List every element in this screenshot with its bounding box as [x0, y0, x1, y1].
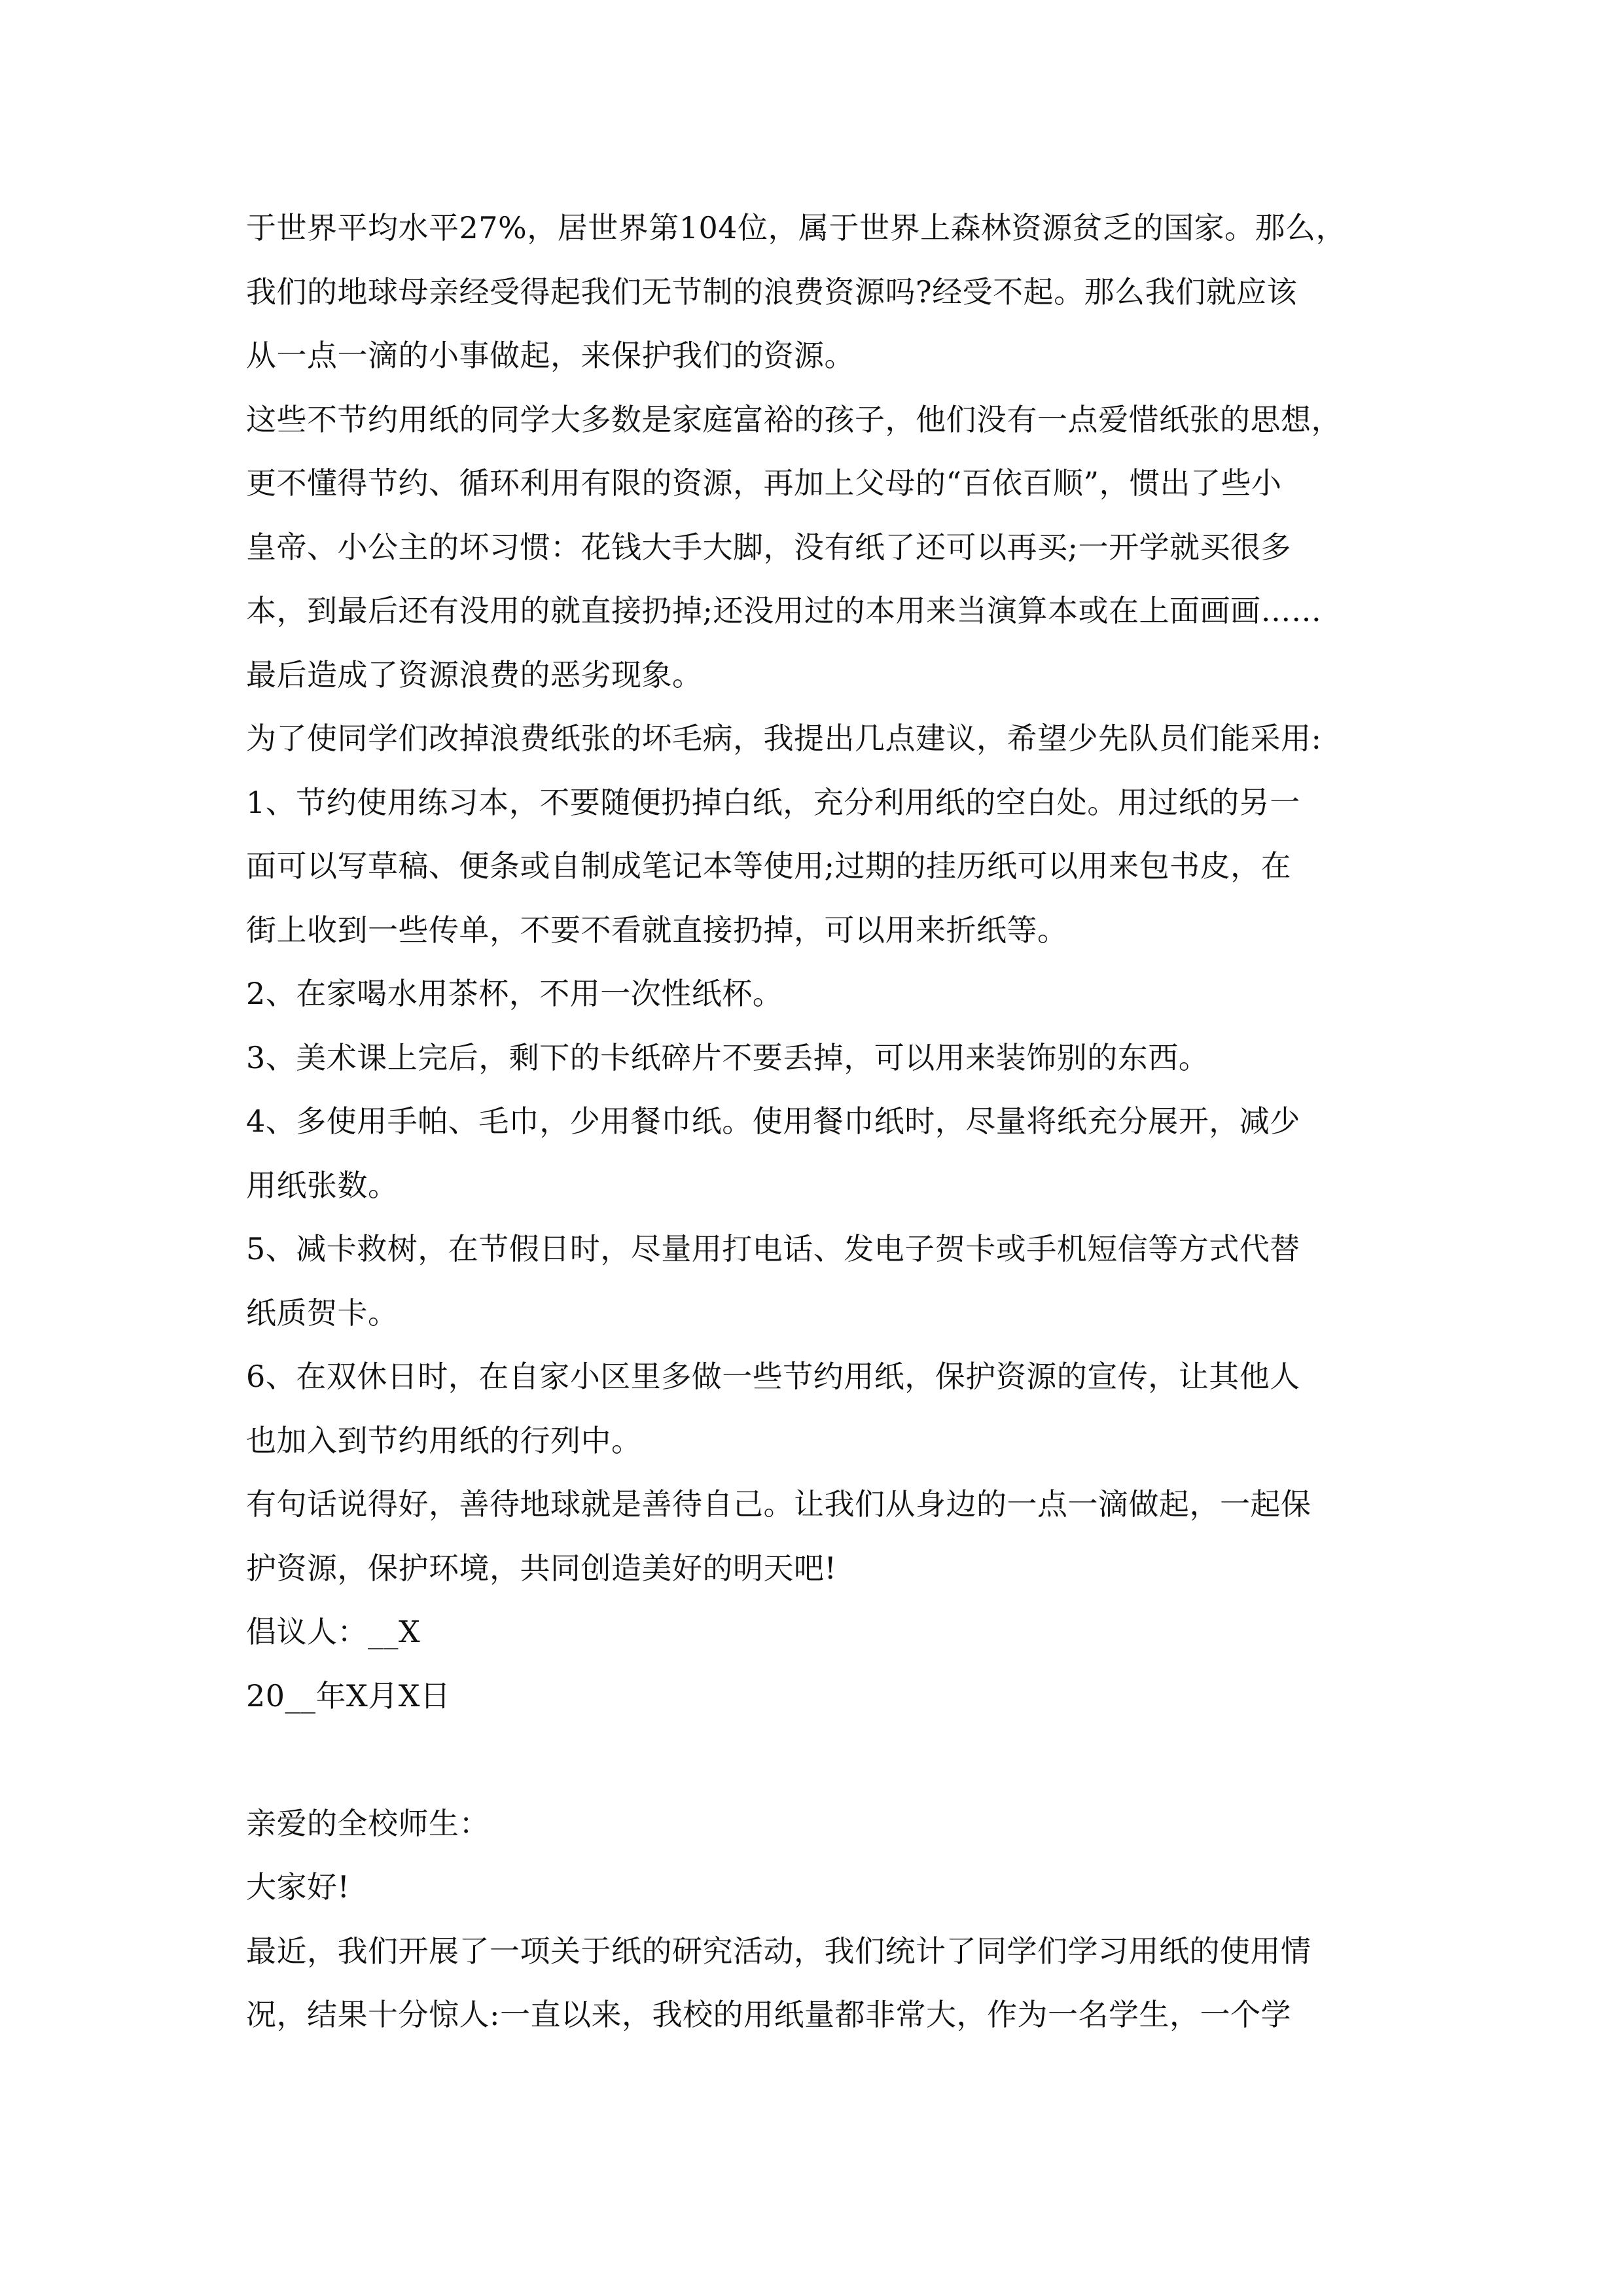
list-item-line: 纸质贺卡。 [246, 1295, 399, 1331]
paragraph-line: 更不懂得节约、循环利用有限的资源，再加上父母的“百依百顺”，惯出了些小 [246, 465, 1282, 501]
salutation-line: 亲爱的全校师生： [246, 1805, 490, 1841]
paragraph-line: 这些不节约用纸的同学大多数是家庭富裕的孩子，他们没有一点爱惜纸张的思想， [246, 401, 1342, 437]
paragraph-line: 有句话说得好，善待地球就是善待自己。让我们从身边的一点一滴做起，一起保 [246, 1486, 1311, 1522]
list-item-line: 3、美术课上完后，剩下的卡纸碎片不要丢掉，可以用来装饰别的东西。 [246, 1039, 1209, 1075]
paragraph-line: 最后造成了资源浪费的恶劣现象。 [246, 656, 703, 692]
document-body [246, 196, 1424, 2047]
signature-line: 倡议人：__X [246, 1614, 421, 1649]
list-item-line: 面可以写草稿、便条或自制成笔记本等使用;过期的挂历纸可以用来包书皮，在 [246, 848, 1291, 884]
paragraph-line: 护资源，保护环境，共同创造美好的明天吧! [246, 1550, 837, 1586]
list-item-line: 5、减卡救树，在节假日时，尽量用打电话、发电子贺卡或手机短信等方式代替 [246, 1231, 1300, 1266]
date-line: 20__年X月X日 [246, 1677, 451, 1713]
paragraph-line: 最近，我们开展了一项关于纸的研究活动，我们统计了同学们学习用纸的使用情 [246, 1933, 1311, 1969]
paragraph-line: 为了使同学们改掉浪费纸张的坏毛病，我提出几点建议，希望少先队员们能采用: [246, 721, 1322, 756]
paragraph-line: 况，结果十分惊人:一直以来，我校的用纸量都非常大，作为一名学生，一个学 [246, 1997, 1291, 2032]
list-item-line: 2、在家喝水用茶杯，不用一次性纸杯。 [246, 976, 783, 1011]
greeting-line: 大家好! [246, 1869, 350, 1905]
list-item-line: 1、节约使用练习本，不要随便扔掉白纸，充分利用纸的空白处。用过纸的另一 [246, 784, 1300, 820]
paragraph-line: 于世界平均水平27%，居世界第104位，属于世界上森林资源贫乏的国家。那么， [246, 210, 1347, 245]
paragraph-line: 从一点一滴的小事做起，来保护我们的资源。 [246, 338, 855, 373]
list-item-line: 用纸张数。 [246, 1167, 399, 1203]
list-item-line: 也加入到节约用纸的行列中。 [246, 1422, 642, 1458]
list-item-line: 6、在双休日时，在自家小区里多做一些节约用纸，保护资源的宣传，让其他人 [246, 1359, 1300, 1394]
paragraph-line: 我们的地球母亲经受得起我们无节制的浪费资源吗?经受不起。那么我们就应该 [246, 274, 1298, 310]
paragraph-line: 皇帝、小公主的坏习惯：花钱大手大脚，没有纸了还可以再买;一开学就买很多 [246, 529, 1291, 565]
section-gap [246, 1728, 1424, 1792]
list-item-line: 4、多使用手帕、毛巾，少用餐巾纸。使用餐巾纸时，尽量将纸充分展开，减少 [246, 1103, 1300, 1139]
paragraph-line: 本，到最后还有没用的就直接扔掉;还没用过的本用来当演算本或在上面画画…… [246, 593, 1322, 628]
list-item-line: 街上收到一些传单，不要不看就直接扔掉，可以用来折纸等。 [246, 912, 1068, 948]
